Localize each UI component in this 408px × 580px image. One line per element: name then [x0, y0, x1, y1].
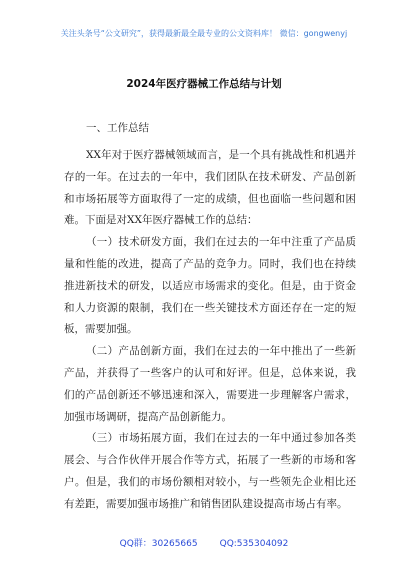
footer-qq-group: QQ群：30265665 — [119, 539, 198, 549]
document-body — [64, 118, 356, 516]
footer-qq: QQ:535304092 — [219, 539, 289, 549]
document-title: 2024年医疗器械工作总结与计划 — [126, 78, 282, 90]
paragraph-market: （三）市场拓展方面，我们在过去的一年中通过参加各类展会、与合作伙伴开展合作等方式，拓展了一些新的市场和客户。但是，我们的市场份额相对较小，与一些领先企业相比还有差距，需要加强市场推广和销售团队建设提高市场占有率。 — [64, 432, 356, 510]
paragraph-innovation: （二）产品创新方面，我们在过去的一年中推出了一些新产品，并获得了一些客户的认可和好评。但是，总体来说，我们的产品创新还不够迅速和深入，需要进一步理解客户需求，加强市场调研，提高产品创新能力。 — [64, 345, 356, 423]
paragraph-rnd: （一）技术研发方面，我们在过去的一年中注重了产品质量和性能的改进，提高了产品的竞争力。同时，我们也在持续推进新技术的研发，以适应市场需求的变化。但是，由于资金和人力资源的限制，我们在一些关键技术方面还存在一定的短板，需要加强。 — [64, 236, 356, 336]
page-footer — [0, 536, 408, 549]
section-heading: 一、工作总结 — [86, 122, 149, 134]
promo-banner: 关注头条号“公文研究”，获得最新最全最专业的公文资料库！ 微信：gongwenyj — [60, 29, 348, 38]
paragraph-intro: XX年对于医疗器械领域而言，是一个具有挑战性和机遇并存的一年。在过去的一年中，我们团队在技术研发、产品创新和市场拓展等方面取得了一定的成绩，但也面临一些问题和困难。下面是对XX年医疗器械工作的总结： — [64, 149, 356, 227]
